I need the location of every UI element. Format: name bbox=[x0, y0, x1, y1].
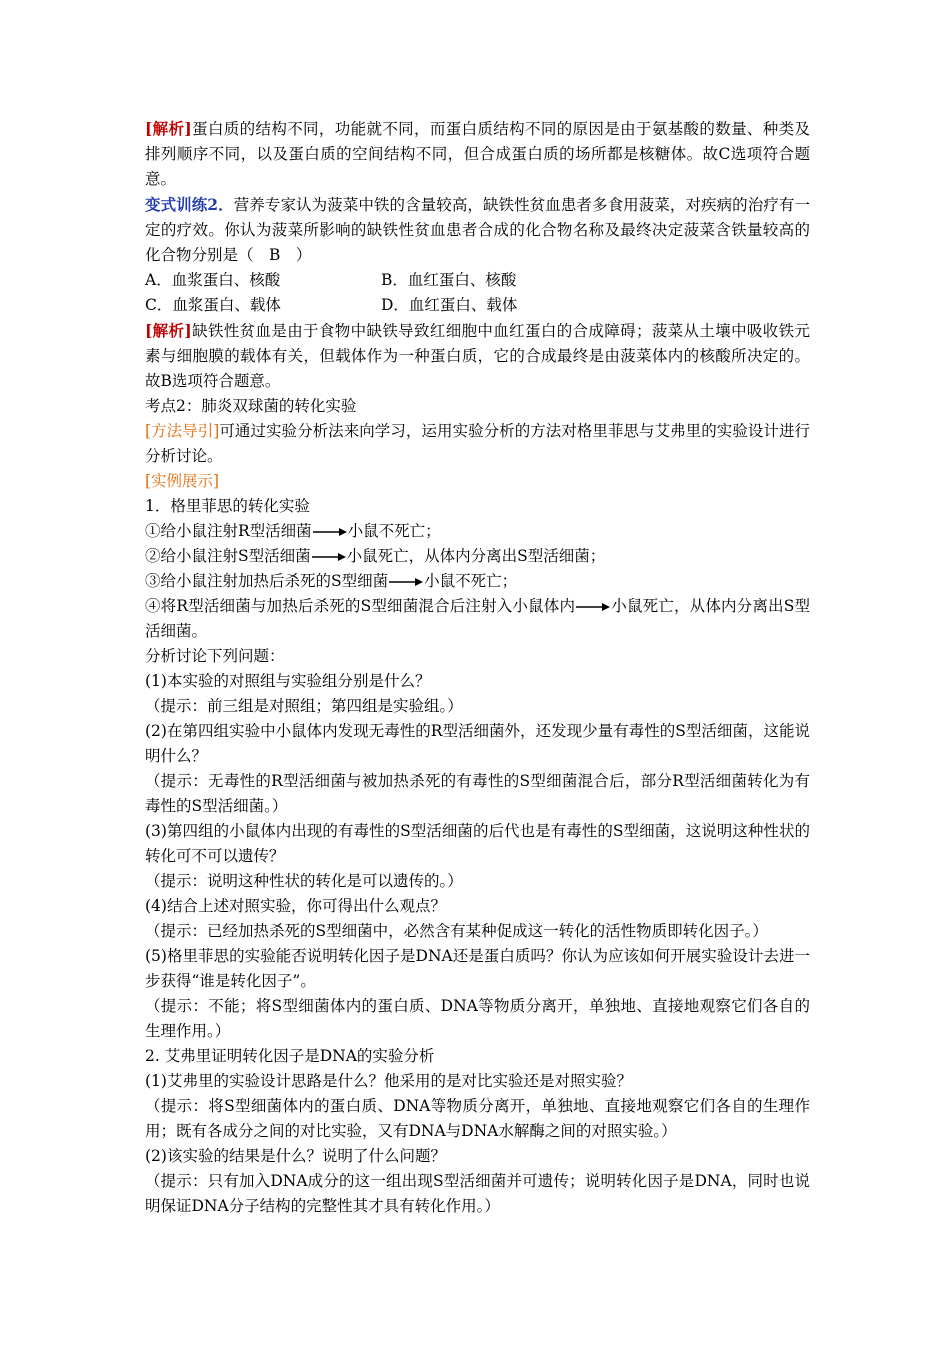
avery-question-1: (1)艾弗里的实验设计思路是什么？他采用的是对比实验还是对照实验？ bbox=[145, 1072, 632, 1090]
step-result: 小鼠死亡，从体内分离出S型活细菌。 bbox=[145, 597, 810, 640]
hint-2: （提示：无毒性的R型活细菌与被加热杀死的有毒性的S型细菌混合后，部分R型活细菌转化为有毒性的S型活细菌。） bbox=[145, 772, 810, 815]
question-3: (3)第四组的小鼠体内出现的有毒性的S型活细菌的后代也是有毒性的S型细菌，这说明这种性状的转化可不可以遗传？ bbox=[145, 822, 810, 865]
griffith-step-4 bbox=[145, 594, 810, 644]
arrow-right-icon bbox=[312, 552, 346, 562]
arrow-right-icon bbox=[389, 577, 423, 587]
hint-3: （提示：说明这种性状的转化是可以遗传的。） bbox=[145, 872, 463, 890]
exercise-text: 营养专家认为菠菜中铁的含量较高，缺铁性贫血患者多食用菠菜，对疾病的治疗有一定的疗效。你认为菠菜所影响的缺铁性贫血患者合成的化合物名称及最终决定菠菜含铁量较高的化合物分别是（ B ） bbox=[145, 196, 810, 264]
step-text: ①给小鼠注射R型活细菌 bbox=[145, 522, 312, 540]
question-5: (5)格里菲思的实验能否说明转化因子是DNA还是蛋白质吗？你认为应该如何开展实验设计去进一步获得“谁是转化因子”。 bbox=[145, 947, 810, 990]
griffith-step-3 bbox=[145, 569, 810, 594]
choice-b: B．血红蛋白、核酸 bbox=[381, 271, 517, 289]
hint-4: （提示：已经加热杀死的S型细菌中，必然含有某种促成这一转化的活性物质即转化因子。） bbox=[145, 922, 768, 940]
question-2: (2)在第四组实验中小鼠体内发现无毒性的R型活细菌外，还发现少量有毒性的S型活细菌，这能说明什么？ bbox=[145, 722, 810, 765]
step-result: 小鼠不死亡； bbox=[424, 572, 518, 590]
griffith-step-1 bbox=[145, 519, 810, 544]
analysis-text: 缺铁性贫血是由于食物中缺铁导致红细胞中血红蛋白的合成障碍；菠菜从土壤中吸收铁元素与细胞膜的载体有关，但载体作为一种蛋白质，它的合成最终是由菠菜体内的核酸所决定的。故B选项符合题意。 bbox=[145, 322, 810, 390]
step-text: ④将R型活细菌与加热后杀死的S型细菌混合后注射入小鼠体内 bbox=[145, 597, 576, 615]
hint-1: （提示：前三组是对照组；第四组是实验组。） bbox=[145, 697, 463, 715]
arrow-right-icon bbox=[313, 527, 347, 537]
analysis-tag: [解析] bbox=[145, 321, 192, 340]
choice-d: D．血红蛋白、载体 bbox=[381, 296, 518, 314]
step-result: 小鼠死亡，从体内分离出S型活细菌； bbox=[346, 547, 606, 565]
griffith-heading: 1．格里菲思的转化实验 bbox=[145, 497, 310, 515]
arrow-right-icon bbox=[576, 602, 610, 612]
analysis-1 bbox=[145, 116, 810, 192]
step-text: ③给小鼠注射加热后杀死的S型细菌 bbox=[145, 572, 389, 590]
analysis-text: 蛋白质的结构不同，功能就不同，而蛋白质结构不同的原因是由于氨基酸的数量、种类及排列顺序不同，以及蛋白质的空间结构不同，但合成蛋白质的场所都是核糖体。故C选项符合题意。 bbox=[145, 120, 810, 188]
avery-heading: 2. 艾弗里证明转化因子是DNA的实验分析 bbox=[145, 1047, 435, 1065]
exercise-2 bbox=[145, 192, 810, 268]
method-tag: [方法导引] bbox=[145, 422, 220, 440]
hint-5: （提示：不能；将S型细菌体内的蛋白质、DNA等物质分离开，单独地、直接地观察它们各自的生理作用。） bbox=[145, 997, 810, 1040]
step-text: ②给小鼠注射S型活细菌 bbox=[145, 547, 311, 565]
analysis-tag: [解析] bbox=[145, 119, 192, 138]
avery-hint-1: （提示：将S型细菌体内的蛋白质、DNA等物质分离开，单独地、直接地观察它们各自的生理作用；既有各成分之间的对比实验，又有DNA与DNA水解酶之间的对照实验。） bbox=[145, 1097, 810, 1140]
method-text: 可通过实验分析法来向学习，运用实验分析的方法对格里菲思与艾弗里的实验设计进行分析讨论。 bbox=[145, 422, 810, 465]
point-heading: 考点2：肺炎双球菌的转化实验 bbox=[145, 397, 357, 415]
choice-c: C．血浆蛋白、载体 bbox=[145, 296, 281, 314]
method-guide bbox=[145, 419, 810, 469]
question-1: (1)本实验的对照组与实验组分别是什么？ bbox=[145, 672, 431, 690]
discuss-heading: 分析讨论下列问题： bbox=[145, 647, 285, 665]
document-page bbox=[145, 116, 810, 1219]
avery-question-2: (2)该实验的结果是什么？说明了什么问题？ bbox=[145, 1147, 446, 1165]
choices-row-2 bbox=[145, 293, 810, 318]
choice-a: A．血浆蛋白、核酸 bbox=[145, 271, 281, 289]
step-result: 小鼠不死亡； bbox=[347, 522, 441, 540]
exercise-tag: 变式训练2． bbox=[145, 195, 234, 214]
example-tag: [实例展示] bbox=[145, 472, 220, 490]
analysis-2 bbox=[145, 318, 810, 394]
griffith-step-2 bbox=[145, 544, 810, 569]
choices-row-1 bbox=[145, 268, 810, 293]
avery-hint-2: （提示：只有加入DNA成分的这一组出现S型活细菌并可遗传；说明转化因子是DNA，同时也说明保证DNA分子结构的完整性其才具有转化作用。） bbox=[145, 1172, 810, 1215]
question-4: (4)结合上述对照实验，你可得出什么观点？ bbox=[145, 897, 446, 915]
